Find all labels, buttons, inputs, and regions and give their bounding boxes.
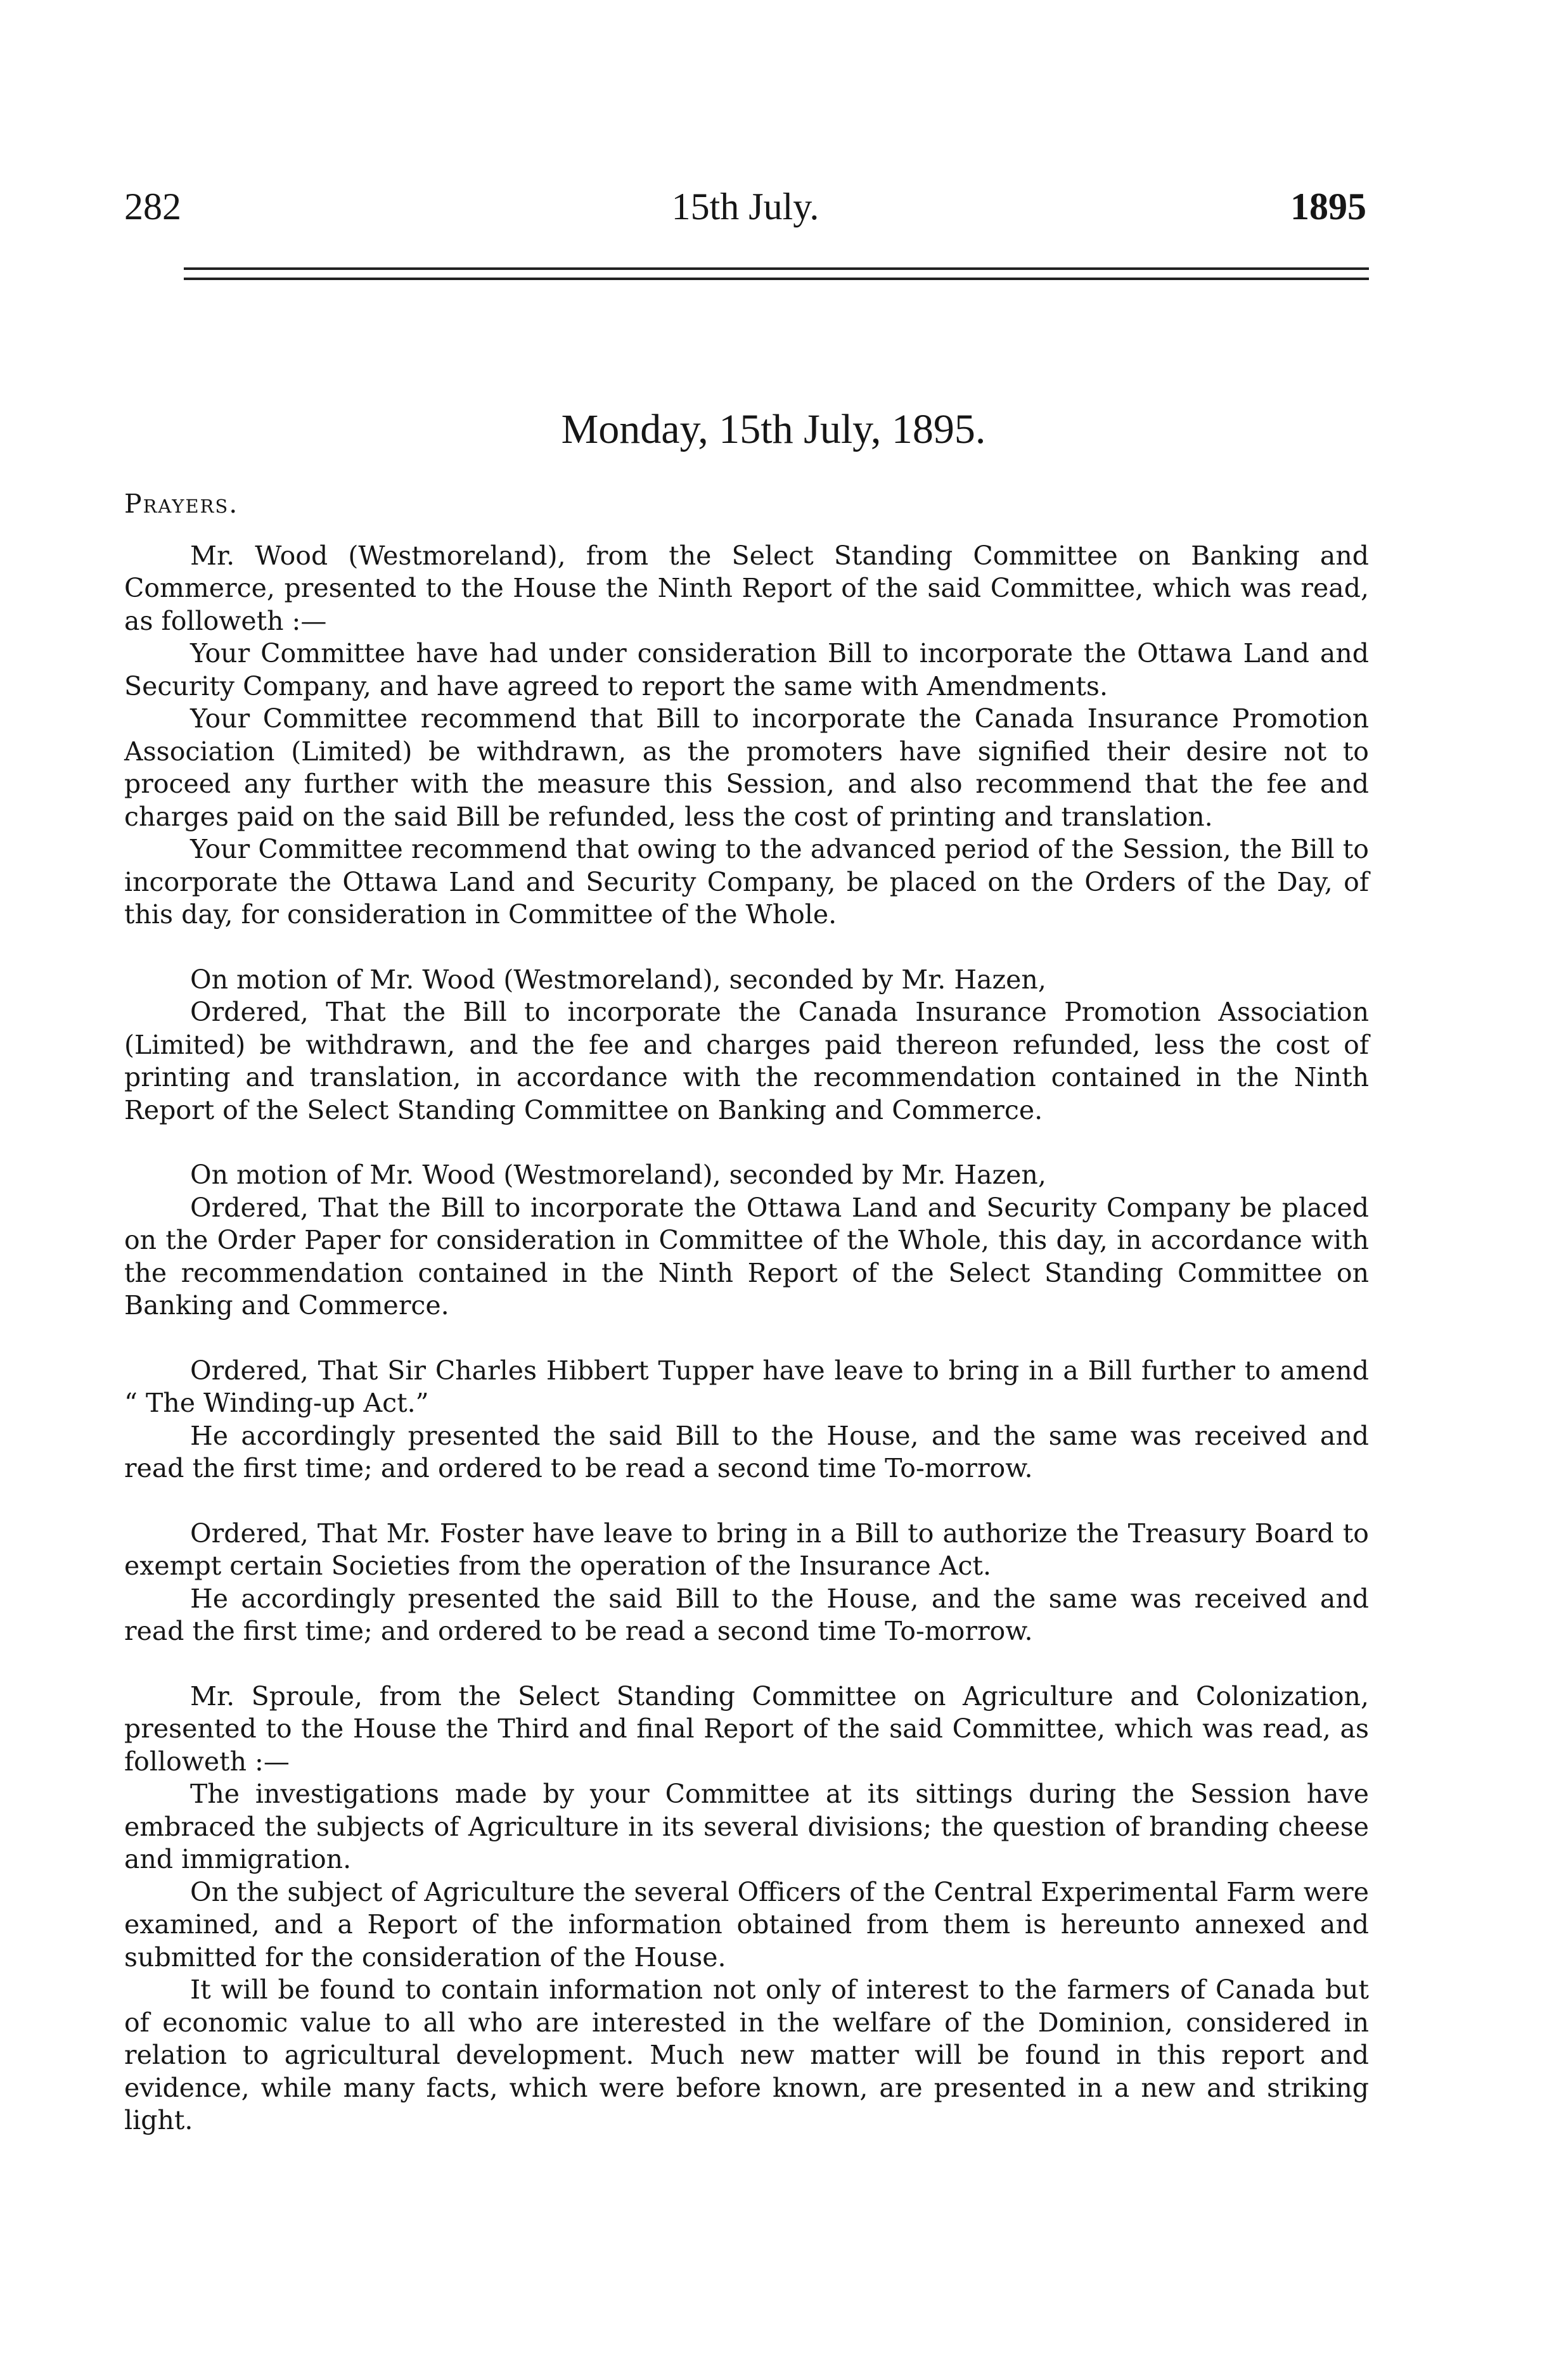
paragraph: Ordered, That Sir Charles Hibbert Tupper have leave to bring in a Bill further to amend “ The Winding-up Act.”: [124, 1355, 1369, 1418]
paragraph: He accordingly presented the said Bill to the House, and the same was received and read the first time; and ordered to be read a second time To-morrow.: [124, 1420, 1369, 1483]
running-head: [124, 185, 1366, 238]
paragraph: Ordered, That the Bill to incorporate the Canada Insurance Promotion Association (Limited) be withdrawn, and the fee and charges paid thereon refunded, less the cost of printing and translation, in accordance with the recommendation contained in the Ninth Report of the Select Standing Committee on Banking and Commerce.: [124, 997, 1369, 1125]
journal-body: [124, 488, 1369, 2137]
running-head-date: 15th July.: [671, 186, 819, 227]
paragraph: Ordered, That Mr. Foster have leave to bring in a Bill to authorize the Treasury Board to exempt certain Societies from the operation of the Insurance Act.: [124, 1518, 1369, 1581]
paragraph: Your Committee recommend that Bill to incorporate the Canada Insurance Promotion Association (Limited) be withdrawn, as the promoters have signified their desire not to proceed any further with the measure this Session, and also recommend that the fee and charges paid on the said Bill be refunded, less the cost of printing and translation.: [124, 703, 1369, 832]
paragraph: On the subject of Agriculture the several Officers of the Central Experimental Farm were examined, and a Report of the information obtained from them is hereunto annexed and submitted for the consideration of the House.: [124, 1876, 1369, 1973]
paragraph: Your Committee recommend that owing to the advanced period of the Session, the Bill to incorporate the Ottawa Land and Security Company, be placed on the Orders of the Day, of this day, for consideration in Committee of the Whole.: [124, 834, 1369, 930]
running-head-year: 1895: [1290, 186, 1366, 227]
paragraph: He accordingly presented the said Bill to the House, and the same was received and read the first time; and ordered to be read a second time To-morrow.: [124, 1583, 1369, 1646]
header-rule-bottom: [184, 278, 1369, 280]
paragraph: Your Committee have had under consideration Bill to incorporate the Ottawa Land and Security Company, and have agreed to report the same with Amendments.: [124, 638, 1369, 701]
page-number: 282: [124, 186, 181, 227]
paragraph: The investigations made by your Committee at its sittings during the Session have embraced the subjects of Agriculture in its several divisions; the question of branding cheese and immigration.: [124, 1779, 1369, 1874]
sitting-date-heading: Monday, 15th July, 1895.: [561, 406, 986, 452]
paragraph: It will be found to contain information not only of interest to the farmers of Canada but of economic value to all who are interested in the welfare of the Dominion, considered in relation to agricultural development. Much new matter will be found in this report and evidence, while many facts, which were before known, are presented in a new and striking light.: [124, 1974, 1369, 2135]
header-rule-top: [184, 267, 1369, 270]
paragraph: Mr. Wood (Westmoreland), from the Select Standing Committee on Banking and Commerce, presented to the House the Ninth Report of the said Committee, which was read, as followeth :—: [124, 540, 1369, 636]
paragraph: Ordered, That the Bill to incorporate the Ottawa Land and Security Company be placed on the Order Paper for consideration in Committee of the Whole, this day, in accordance with the recommendation contained in the Ninth Report of the Select Standing Committee on Banking and Commerce.: [124, 1192, 1369, 1321]
paragraph: On motion of Mr. Wood (Westmoreland), seconded by Mr. Hazen,: [190, 1160, 1046, 1190]
paragraph: On motion of Mr. Wood (Westmoreland), seconded by Mr. Hazen,: [190, 964, 1046, 995]
paragraph: Mr. Sproule, from the Select Standing Committee on Agriculture and Colonization, presented to the House the Third and final Report of the said Committee, which was read, as followeth :—: [124, 1680, 1369, 1777]
prayers-label: Prayers.: [124, 489, 239, 519]
